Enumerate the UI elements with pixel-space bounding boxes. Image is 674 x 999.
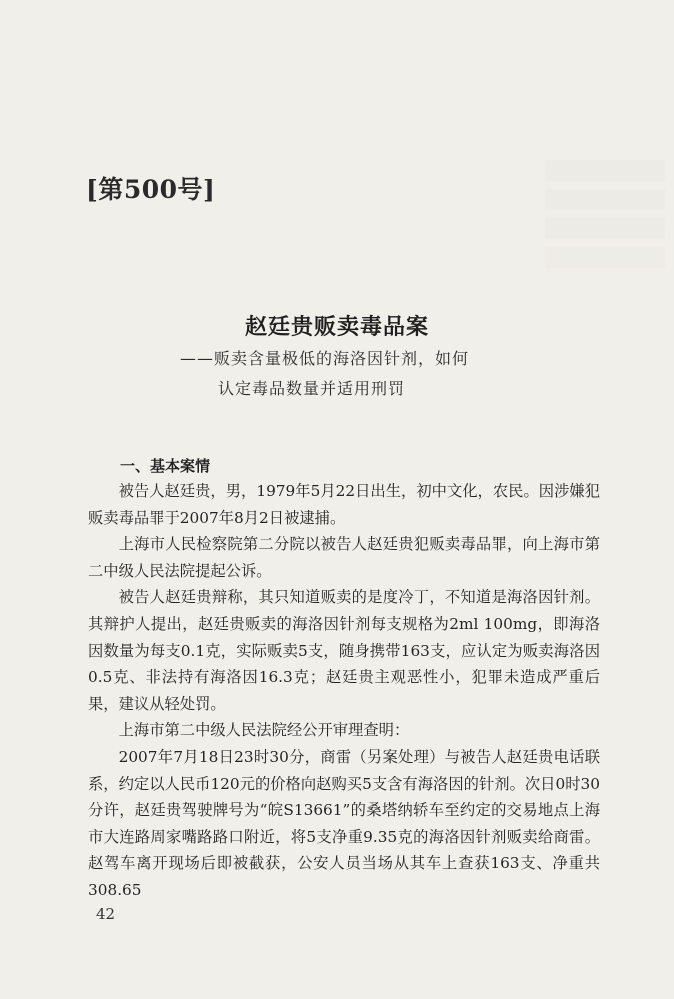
- paragraph: 上海市第二中级人民法院经公开审理查明：: [118, 721, 410, 740]
- case-subtitle: [180, 344, 469, 404]
- section-heading: 一、基本案情: [120, 457, 211, 475]
- paragraph: 2007年7月18日23时30分，商雷（另案处理）与被告人赵廷贵电话联系，约定以人民币120元的价格向赵购买5支含有海洛因的针剂。次日0时30分许，赵廷贵驾驶牌号为“皖S13661”的桑塔纳轿车至约定的交易地点上海市大连路周家嘴路路口附近，将5支净重9.35克的海洛因针剂贩卖给商雷。赵驾车离开现场后即被截获，公安人员当场从其车上查获163支、净重共308.65: [88, 747, 600, 899]
- case-title: 赵廷贵贩卖毒品案: [244, 314, 429, 340]
- show-through-shadow: [545, 160, 665, 268]
- body-text: [88, 478, 600, 904]
- paragraph: 上海市人民检察院第二分院以被告人赵廷贵犯贩卖毒品罪，向上海市第二中级人民法院提起公诉。: [88, 535, 600, 580]
- paragraph: 被告人赵廷贵辩称，其只知道贩卖的是度冷丁，不知道是海洛因针剂。其辩护人提出，赵廷贵贩卖的海洛因针剂每支规格为2ml 100mg，即海洛因数量为每支0.1克，实际贩卖5支，随身携带163支，应认定为贩卖海洛因0.5克、非法持有海洛因16.3克；赵廷贵主观恶性小，犯罪未造成严重后果，建议从轻处罚。: [88, 588, 600, 713]
- subtitle-line-1: ——贩卖含量极低的海洛因针剂，如何: [180, 349, 470, 368]
- case-number: [第500号]: [86, 175, 216, 204]
- paragraph: 被告人赵廷贵，男，1979年5月22日出生，初中文化，农民。因涉嫌犯贩卖毒品罪于2007年8月2日被逮捕。: [88, 482, 600, 527]
- subtitle-line-2: 认定毒品数量并适用刑罚: [218, 379, 406, 398]
- page-number: 42: [96, 905, 116, 923]
